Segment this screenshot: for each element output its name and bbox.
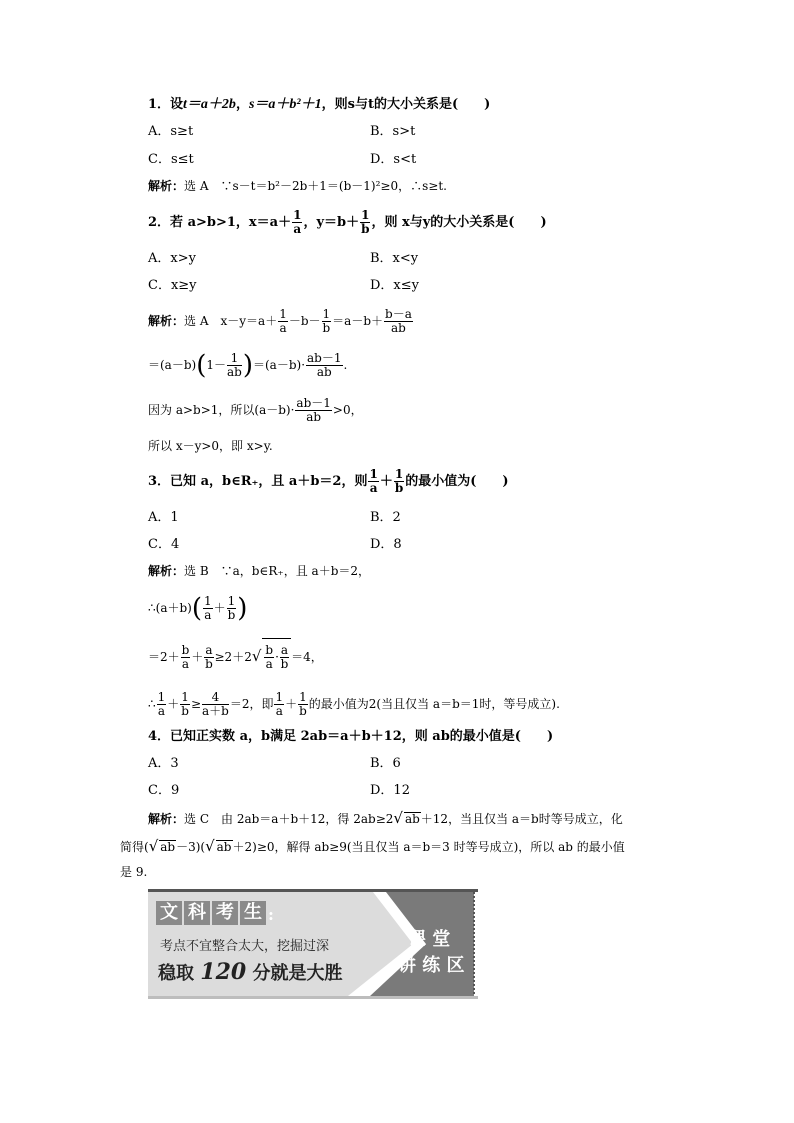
- q1-solution: [148, 180, 447, 192]
- q2-sol-frac-b-a: [384, 308, 413, 334]
- q2-sol3-a: 因为 a>b>1，所以(a－b)·: [148, 403, 295, 417]
- sqrt-icon: √: [393, 809, 403, 827]
- q3-l4-frac-1b-den: b: [181, 704, 189, 718]
- q4-sqrt-ab-3: ab: [216, 840, 232, 854]
- q3-sqrt-frac-ba: [264, 644, 274, 670]
- q3-frac-1b-num: 1: [394, 467, 404, 482]
- q3-l4-frac-1a-b: [274, 691, 284, 717]
- q3-frac-ab-num: a: [205, 643, 213, 658]
- q1-option-a[interactable]: A．s≥t: [148, 124, 194, 139]
- q3-option-a[interactable]: A．1: [148, 510, 179, 525]
- q3-sqrt-frac-ab-den: b: [280, 657, 289, 671]
- q2-stem-post: ，则 x与y的大小关系是( ): [371, 215, 547, 230]
- q4-sol2-b: －3)(: [176, 840, 206, 854]
- q2-stem-pre: 2．若 a>b>1，x＝a＋: [148, 215, 292, 230]
- q3-l4-frac-1b-b: [298, 691, 308, 717]
- q4-solution-line3: 是 9.: [120, 865, 148, 879]
- banner-line2-a: 稳取: [158, 963, 194, 984]
- q1-solution-text: 选 A ∵s－t＝b²－2b＋1＝(b－1)²≥0，∴s≥t.: [184, 179, 447, 193]
- q3-stem: 3．已知 a，b∈R₊，且 a＋b＝2，则 $\frac{1}{a}$ ＋ $\frac{1}{b}$ 的最小值为( ): [148, 467, 509, 495]
- q3-sol-frac-1b-den: b: [227, 608, 236, 622]
- q2-solution-line1: [148, 304, 414, 338]
- q3-l4-frac-1b-num: 1: [181, 690, 189, 705]
- banner-line2-num: 120: [200, 959, 247, 985]
- q2-solution-line4: 所以 x－y>0，即 x>y.: [148, 439, 273, 453]
- q3-l4-frac-1a-num: 1: [157, 690, 166, 705]
- q4-option-a[interactable]: A．3: [148, 756, 179, 771]
- q1-option-d[interactable]: D．s<t: [370, 152, 417, 167]
- q3-l4-frac-1a-b-num: 1: [275, 690, 284, 705]
- q3-solution-line3: ＝2＋ $\frac{b}{a}$ ＋ $\frac{a}{b}$ ≥2＋2√ $\frac{b}{a}$ · $\frac{a}{b}$ ＝4，: [148, 638, 323, 674]
- q3-sol-frac-1a-den: a: [204, 608, 212, 622]
- q3-frac-ab-den: b: [205, 657, 213, 671]
- q3-sqrt-frac-ba-num: b: [265, 643, 274, 658]
- q3-l4-frac-1b: [180, 691, 190, 717]
- q2-sol-frac-ab1-b-num: ab－1: [296, 396, 331, 411]
- q4-option-d[interactable]: D．12: [370, 783, 410, 798]
- q1-s-expr: s＝a＋b²＋1: [248, 97, 322, 112]
- q2-sol-frac-1b-den: b: [322, 321, 331, 335]
- q3-solution-label: 解析：: [148, 564, 185, 578]
- q4-option-b[interactable]: B．6: [370, 756, 401, 771]
- q3-frac-ba-den: a: [181, 657, 190, 671]
- section-banner: [148, 889, 478, 999]
- q3-option-c[interactable]: C．4: [148, 537, 180, 552]
- q2-solution-label: 解析：: [148, 314, 185, 328]
- q2-sol-frac-1ab-num: 1: [227, 352, 242, 366]
- q2-solution-line2: ＝(a－b)(1－ $\frac{1}{ab}$ )＝(a－b)· $\frac{ab-1}{ab}$ .: [148, 350, 348, 381]
- q3-sol3-c: ＝4，: [291, 650, 323, 664]
- q4-sol1-b: ＋12，当且仅当 a＝b时等号成立，化: [420, 812, 623, 826]
- banner-line1: 考点不宜整合太大，挖掘过深: [160, 939, 330, 954]
- q4-sol2-a: 简得(: [120, 840, 149, 854]
- banner-colon: :: [268, 905, 274, 924]
- q2-option-b[interactable]: B．x<y: [370, 251, 419, 266]
- q3-frac-1a-num: 1: [369, 467, 378, 482]
- banner-right-top: 课 堂: [408, 929, 451, 950]
- q2-paren-open: (: [196, 350, 207, 381]
- q2-frac-1a-num: 1: [293, 208, 302, 223]
- q2-sol-frac-ab1-b: [295, 397, 331, 423]
- q1-t-expr: t＝a＋2b: [183, 97, 236, 112]
- q2-option-c[interactable]: C．x≥y: [148, 278, 197, 293]
- q1-solution-label: 解析：: [148, 179, 185, 193]
- q2-sol1-a: 选 A x－y＝a＋: [184, 314, 278, 328]
- q3-l4-frac-1a: [157, 691, 167, 717]
- q3-stem-pre: 3．已知 a，b∈R₊，且 a＋b＝2，则: [148, 474, 368, 489]
- q3-sol-frac-1b-num: 1: [227, 594, 236, 609]
- q2-frac-1b-den: b: [361, 222, 370, 236]
- q3-l4-frac-4-num: 4: [202, 691, 229, 705]
- q3-sol3-b: ≥2＋2: [214, 650, 252, 664]
- q4-sol2-c: ＋2)≥0，解得 ab≥9(当且仅当 a＝b＝3 时等号成立)，所以 ab 的最小值: [232, 840, 625, 854]
- q2-sol3-b: >0，: [332, 403, 363, 417]
- q2-sol-frac-b-a-den: ab: [391, 321, 406, 335]
- banner-char-4: 生: [240, 901, 266, 925]
- q3-stem-post: 的最小值为( ): [405, 474, 509, 489]
- q3-sol3-a: ＝2＋: [148, 650, 180, 664]
- q3-frac-ba-num: b: [181, 643, 190, 658]
- q1-stem-b: ，则: [321, 97, 348, 112]
- banner-char-2: 科: [184, 901, 210, 925]
- q3-sol-frac-1a-num: 1: [204, 594, 212, 609]
- q3-l4-frac-4: [202, 691, 229, 717]
- q3-sqrt-frac-ab-num: a: [280, 643, 289, 658]
- q2-paren-close: ): [242, 350, 253, 381]
- q3-frac-1b: [394, 468, 404, 494]
- q4-sqrt-ab: ab: [404, 812, 420, 826]
- q4-stem: 4．已知正实数 a，b满足 2ab＝a＋b＋12，则 ab的最小值是( ): [148, 729, 554, 744]
- q2-sol-frac-1b-num: 1: [322, 307, 331, 322]
- q2-sol-frac-1ab-den: ab: [227, 365, 242, 379]
- q2-sol-frac-ab1: [306, 352, 342, 378]
- q2-sol-frac-ab1-den: ab: [316, 365, 332, 379]
- q3-frac-1a: [368, 468, 378, 494]
- q3-l4-frac-1b-b-num: 1: [299, 690, 307, 705]
- q3-sol4-b: ≥: [190, 697, 201, 711]
- sqrt-icon: √: [251, 647, 262, 665]
- q2-sol1-c: ＝a－b＋: [332, 314, 384, 328]
- q3-solution-line1: [148, 565, 370, 577]
- q3-sqrt-frac-ba-den: a: [265, 657, 273, 671]
- q3-sqrt-frac-ab: [280, 644, 289, 670]
- q3-sol-frac-1b: [227, 595, 237, 621]
- q3-frac-ab: [204, 644, 213, 670]
- q2-sol-frac-1ab: [227, 352, 242, 378]
- q3-sol4-c: ＝2，即: [229, 697, 274, 711]
- q2-sol1-b: －b－: [288, 314, 321, 328]
- q4-solution-line2: [120, 839, 625, 854]
- q1-option-c[interactable]: C．s≤t: [148, 152, 194, 167]
- q2-sol-frac-1a-num: 1: [279, 307, 287, 322]
- q2-sol-frac-b-a-num: b－a: [385, 307, 412, 322]
- q1-stem: 1．设t＝a＋2b，s＝a＋b²＋1，则s与t的大小关系是( ): [148, 97, 491, 112]
- q1-stem-a: 1．设: [148, 97, 184, 112]
- sqrt-icon: √: [205, 837, 215, 855]
- q3-paren-open: (: [191, 593, 202, 624]
- q2-option-a[interactable]: A．x>y: [148, 251, 196, 266]
- q1-st: s与t: [347, 97, 374, 112]
- q2-stem: [148, 206, 547, 240]
- q1-option-b[interactable]: B．s>t: [370, 124, 416, 139]
- q2-frac-1b-num: 1: [361, 208, 370, 223]
- q2-stem-mid: ，y＝b＋: [303, 215, 360, 230]
- q1-stem-c: 的大小关系是( ): [373, 97, 491, 112]
- q3-paren-close: ): [237, 593, 248, 624]
- q2-sol-frac-ab1-num: ab－1: [307, 351, 342, 366]
- sqrt-icon: √: [148, 837, 159, 855]
- q3-solution-line4: ∴ $\frac{1}{a}$ ＋ $\frac{1}{b}$ ≥ $\frac{4}{a+b}$ ＝2，即 $\frac{1}{a}$ ＋ $\frac{1}{b}$ 的最小值为2(当且仅当 a＝b＝1时，等号成立).: [148, 690, 560, 718]
- q2-frac-1b: [360, 209, 370, 235]
- q2-option-d[interactable]: D．x≤y: [370, 278, 419, 293]
- banner-line2-b: 分就是大胜: [252, 963, 343, 984]
- q3-l4-frac-4-den: a＋b: [202, 704, 229, 718]
- q2-sol-frac-1a: [278, 308, 288, 334]
- q3-sol4-a: ∴: [148, 697, 156, 711]
- banner-top-line: [148, 889, 478, 892]
- q3-frac-1b-den: b: [394, 481, 404, 495]
- q4-solution-line1: [148, 811, 623, 826]
- q4-sqrt-ab-2: ab: [160, 840, 176, 854]
- q3-sqrt-content: $\frac{b}{a}$ · $\frac{a}{b}$: [262, 638, 291, 675]
- q2-frac-1a-den: a: [293, 222, 302, 236]
- banner-title: [156, 901, 274, 929]
- q3-solution-line2: ∴(a＋b)( $\frac{1}{a}$ ＋ $\frac{1}{b}$ ): [148, 593, 248, 624]
- banner-bottom-line: [148, 996, 478, 999]
- q3-option-d[interactable]: D．8: [370, 537, 402, 552]
- q3-sol-frac-1a: [203, 595, 213, 621]
- q3-frac-ba: [181, 644, 191, 670]
- q4-option-c[interactable]: C．9: [148, 783, 180, 798]
- banner-line2: [158, 959, 343, 985]
- q3-sol4-d: 的最小值为2(当且仅当 a＝b＝1时，等号成立).: [308, 697, 560, 711]
- q2-solution-line3: [148, 392, 363, 428]
- q2-frac-1a: [292, 209, 302, 235]
- q3-sol1: 选 B ∵a，b∈R₊，且 a＋b＝2，: [184, 564, 371, 578]
- banner-char-3: 考: [212, 901, 238, 925]
- q4-sol1-a: 选 C 由 2ab＝a＋b＋12，得 2ab≥2: [184, 812, 394, 826]
- banner-right-bottom: 讲 练 区: [398, 955, 465, 976]
- q2-sol-frac-1a-den: a: [279, 321, 287, 335]
- q3-sol2-a: ∴(a＋b): [148, 601, 192, 615]
- q3-l4-frac-1a-den: a: [157, 704, 166, 718]
- q2-sol2-c: ＝(a－b)·: [253, 358, 306, 372]
- q2-sol-frac-1b: [322, 308, 332, 334]
- q4-solution-label: 解析：: [148, 812, 185, 826]
- q3-option-b[interactable]: B．2: [370, 510, 401, 525]
- q2-sol2-b: 1－: [206, 358, 226, 372]
- q2-sol2-a: ＝(a－b): [148, 358, 197, 372]
- q2-sol-frac-ab1-b-den: ab: [306, 410, 322, 424]
- q3-l4-frac-1a-b-den: a: [275, 704, 283, 718]
- q3-l4-frac-1b-b-den: b: [299, 704, 307, 718]
- banner-char-1: 文: [156, 901, 182, 925]
- q3-frac-1a-den: a: [369, 481, 378, 495]
